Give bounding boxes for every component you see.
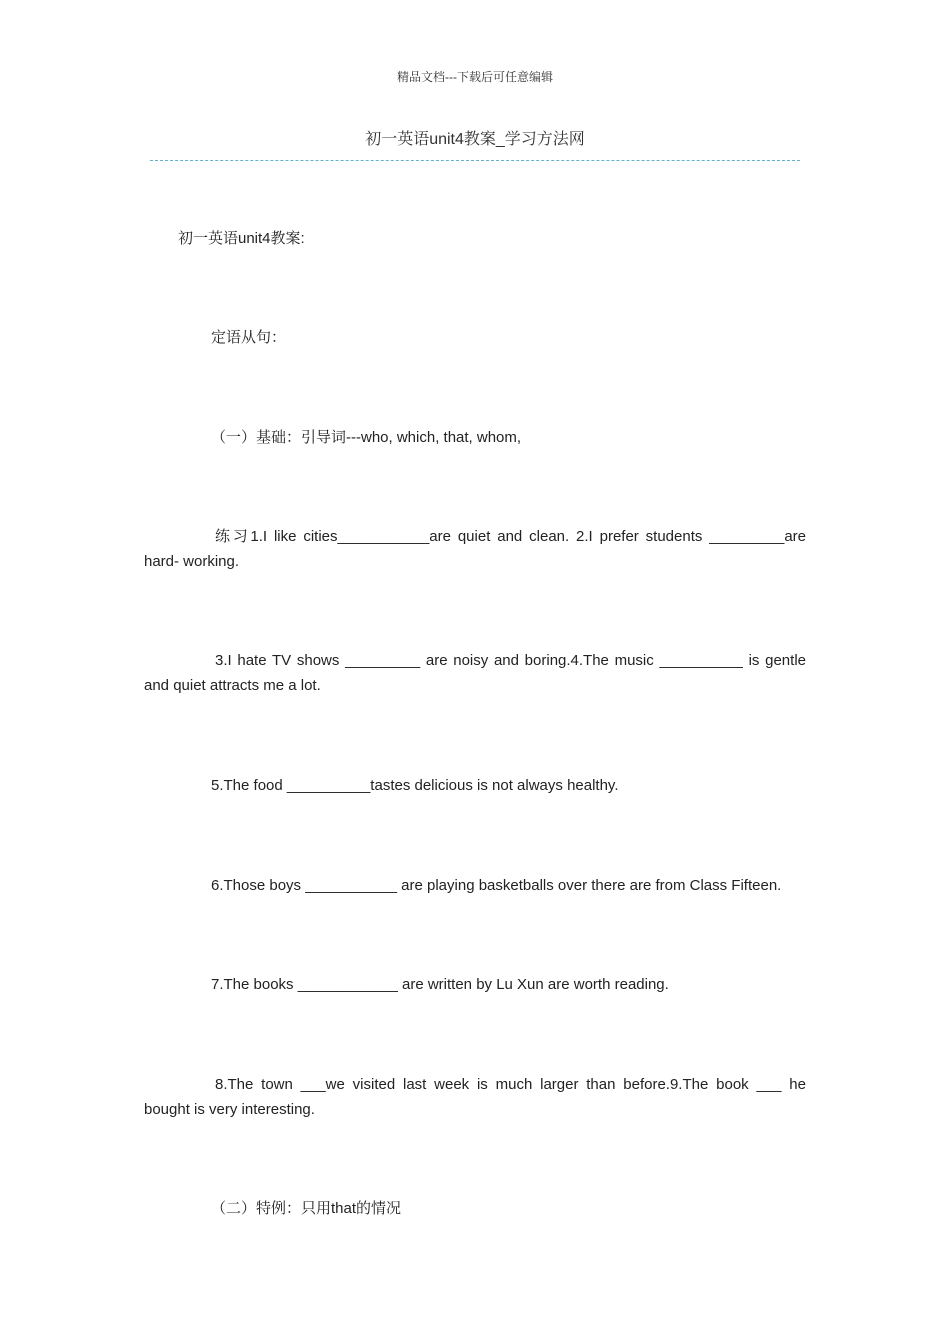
exercise-1-2: 练习1.I like cities___________are quiet and clean. 2.I prefer students _________are hard- working. bbox=[144, 528, 806, 570]
exercise-8-9: 8.The town ___we visited last week is much larger than before.9.The book ___ he bought is very interesting. bbox=[144, 1076, 806, 1118]
exercise-7: 7.The books ____________ are written by Lu Xun are worth reading. bbox=[211, 976, 669, 993]
exercise-6: 6.Those boys ___________ are playing basketballs over there are from Class Fifteen. bbox=[211, 877, 782, 894]
intro-line: 初一英语unit4教案: bbox=[178, 230, 305, 247]
section-heading-basics: （一）基础：引导词---who, which, that, whom, bbox=[211, 429, 522, 446]
section-heading-special-cases: （二）特例：只用that的情况 bbox=[211, 1200, 402, 1217]
exercise-5: 5.The food __________tastes delicious is not always healthy. bbox=[211, 777, 619, 794]
page-header-note: 精品文档---下载后可任意编辑 bbox=[397, 70, 553, 84]
section-heading-attributive-clause: 定语从句： bbox=[211, 329, 287, 346]
exercise-3-4: 3.I hate TV shows _________ are noisy and boring.4.The music __________ is gentle and quiet attracts me a lot. bbox=[144, 652, 806, 694]
document-title: 初一英语unit4教案_学习方法网 bbox=[365, 131, 585, 148]
title-divider bbox=[150, 160, 800, 161]
